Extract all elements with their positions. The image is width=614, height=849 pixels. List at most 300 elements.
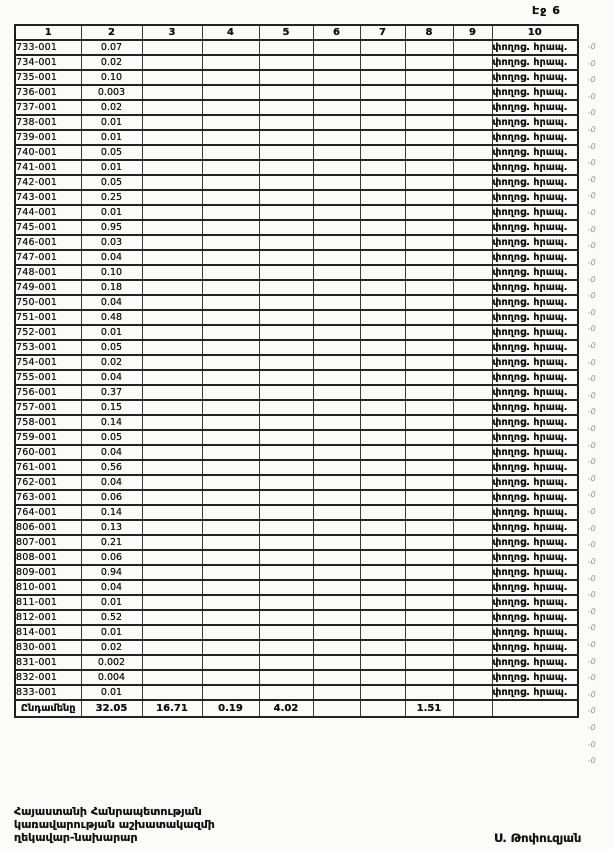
margin-mark: ֊0 <box>586 473 597 483</box>
empty-cell <box>453 175 492 190</box>
empty-cell <box>202 610 259 625</box>
empty-cell <box>259 475 313 490</box>
parcel-code: 736-001 <box>15 85 81 100</box>
margin-mark: ֊0 <box>586 756 597 766</box>
empty-cell <box>202 340 259 355</box>
empty-cell <box>453 415 492 430</box>
empty-cell <box>313 40 360 55</box>
margin-mark: ֊0 <box>586 224 597 234</box>
empty-cell <box>259 250 313 265</box>
empty-cell <box>453 445 492 460</box>
area-value: 0.04 <box>81 475 142 490</box>
empty-cell <box>259 535 313 550</box>
empty-cell <box>313 595 360 610</box>
empty-cell <box>142 40 202 55</box>
empty-cell <box>360 610 405 625</box>
empty-cell <box>259 280 313 295</box>
land-use-label: փողոց. հրապ. <box>492 235 578 250</box>
land-use-label: փողոց. հրապ. <box>492 190 578 205</box>
parcel-code: 738-001 <box>15 115 81 130</box>
empty-cell <box>453 625 492 640</box>
empty-cell <box>313 235 360 250</box>
empty-cell <box>259 385 313 400</box>
area-value: 0.10 <box>81 70 142 85</box>
empty-cell <box>202 70 259 85</box>
empty-cell <box>453 610 492 625</box>
table-row <box>15 460 578 475</box>
table-row <box>15 505 578 520</box>
table-row <box>15 490 578 505</box>
column-header-7: 7 <box>360 25 405 40</box>
margin-mark: ֊0 <box>586 507 597 517</box>
parcel-code: 762-001 <box>15 475 81 490</box>
margin-mark: ֊0 <box>586 407 597 417</box>
land-use-label: փողոց. հրապ. <box>492 70 578 85</box>
empty-cell <box>453 475 492 490</box>
empty-cell <box>453 70 492 85</box>
footer-line-3: ղեկավար-նախարար <box>14 831 138 844</box>
margin-mark: ֊0 <box>586 141 597 151</box>
area-value: 0.10 <box>81 265 142 280</box>
column-header-8: 8 <box>405 25 453 40</box>
margin-mark: ֊0 <box>586 324 597 334</box>
empty-cell <box>259 655 313 670</box>
empty-cell <box>259 625 313 640</box>
area-value: 0.95 <box>81 220 142 235</box>
empty-cell <box>453 40 492 55</box>
table-row <box>15 325 578 340</box>
column-header-1: 1 <box>15 25 81 40</box>
empty-cell <box>202 325 259 340</box>
empty-cell <box>142 520 202 535</box>
empty-cell <box>360 205 405 220</box>
table-row <box>15 445 578 460</box>
margin-mark: ֊0 <box>586 490 597 500</box>
area-value: 0.04 <box>81 250 142 265</box>
empty-cell <box>360 40 405 55</box>
land-use-label: փողոց. հրապ. <box>492 475 578 490</box>
margin-marks-column <box>587 42 613 773</box>
area-value: 0.02 <box>81 100 142 115</box>
margin-mark: ֊0 <box>586 424 597 434</box>
empty-cell <box>313 415 360 430</box>
area-value: 0.18 <box>81 280 142 295</box>
table-row <box>15 580 578 595</box>
totals-value: 32.05 <box>81 700 142 717</box>
margin-mark: ֊0 <box>586 374 597 384</box>
empty-cell <box>142 205 202 220</box>
empty-cell <box>360 175 405 190</box>
table-row <box>15 655 578 670</box>
empty-cell <box>360 445 405 460</box>
signature-name: Ս. Թոփուզյան <box>494 831 582 845</box>
margin-mark: ֊0 <box>586 390 597 400</box>
land-use-label: փողոց. հրապ. <box>492 670 578 685</box>
land-use-label: փողոց. հրապ. <box>492 205 578 220</box>
empty-cell <box>313 610 360 625</box>
parcel-code: 812-001 <box>15 610 81 625</box>
table-row <box>15 145 578 160</box>
empty-cell <box>202 565 259 580</box>
empty-cell <box>259 235 313 250</box>
empty-cell <box>142 235 202 250</box>
land-use-label: փողոց. հրապ. <box>492 625 578 640</box>
empty-cell <box>313 475 360 490</box>
empty-cell <box>453 460 492 475</box>
table-row <box>15 415 578 430</box>
empty-cell <box>259 160 313 175</box>
empty-cell <box>453 190 492 205</box>
empty-cell <box>202 115 259 130</box>
empty-cell <box>202 460 259 475</box>
table-row <box>15 355 578 370</box>
table-row <box>15 565 578 580</box>
parcel-code: 832-001 <box>15 670 81 685</box>
empty-cell <box>405 655 453 670</box>
table-row <box>15 280 578 295</box>
empty-cell <box>405 385 453 400</box>
empty-cell <box>142 130 202 145</box>
empty-cell <box>142 340 202 355</box>
empty-cell <box>313 535 360 550</box>
empty-cell <box>313 355 360 370</box>
area-value: 0.04 <box>81 580 142 595</box>
empty-cell <box>405 235 453 250</box>
land-use-label: փողոց. հրապ. <box>492 610 578 625</box>
empty-cell <box>313 85 360 100</box>
empty-cell <box>313 580 360 595</box>
empty-cell <box>405 70 453 85</box>
land-use-label: փողոց. հրապ. <box>492 505 578 520</box>
empty-cell <box>142 355 202 370</box>
table-row <box>15 370 578 385</box>
page-number-label: Էջ 6 <box>532 4 561 17</box>
empty-cell <box>360 280 405 295</box>
empty-cell <box>142 655 202 670</box>
empty-cell <box>313 70 360 85</box>
area-value: 0.01 <box>81 205 142 220</box>
empty-cell <box>405 460 453 475</box>
empty-cell <box>360 670 405 685</box>
totals-value <box>453 700 492 717</box>
land-use-label: փողոց. հրապ. <box>492 490 578 505</box>
empty-cell <box>313 520 360 535</box>
land-use-table <box>14 24 579 718</box>
table-header-row <box>15 25 578 40</box>
empty-cell <box>313 370 360 385</box>
empty-cell <box>259 145 313 160</box>
margin-mark: ֊0 <box>586 125 597 135</box>
parcel-code: 764-001 <box>15 505 81 520</box>
empty-cell <box>313 295 360 310</box>
area-value: 0.52 <box>81 610 142 625</box>
parcel-code: 734-001 <box>15 55 81 70</box>
parcel-code: 747-001 <box>15 250 81 265</box>
empty-cell <box>202 250 259 265</box>
empty-cell <box>142 505 202 520</box>
empty-cell <box>405 550 453 565</box>
empty-cell <box>360 505 405 520</box>
empty-cell <box>313 160 360 175</box>
empty-cell <box>202 685 259 700</box>
empty-cell <box>405 370 453 385</box>
empty-cell <box>259 580 313 595</box>
empty-cell <box>360 415 405 430</box>
empty-cell <box>259 550 313 565</box>
empty-cell <box>453 310 492 325</box>
table-row <box>15 385 578 400</box>
empty-cell <box>142 565 202 580</box>
empty-cell <box>142 175 202 190</box>
empty-cell <box>360 535 405 550</box>
land-use-label: փողոց. հրապ. <box>492 520 578 535</box>
margin-mark: ֊0 <box>586 191 597 201</box>
land-use-label: փողոց. հրապ. <box>492 310 578 325</box>
empty-cell <box>360 235 405 250</box>
area-value: 0.04 <box>81 445 142 460</box>
empty-cell <box>360 640 405 655</box>
empty-cell <box>453 115 492 130</box>
area-value: 0.48 <box>81 310 142 325</box>
margin-mark: ֊0 <box>586 590 597 600</box>
empty-cell <box>142 310 202 325</box>
footer-line-1: Հայաստանի Հանրապետության <box>14 805 202 818</box>
totals-row <box>15 700 578 717</box>
margin-mark: ֊0 <box>586 241 597 251</box>
empty-cell <box>405 85 453 100</box>
empty-cell <box>405 355 453 370</box>
parcel-code: 760-001 <box>15 445 81 460</box>
table-row <box>15 520 578 535</box>
margin-mark: ֊0 <box>586 42 597 51</box>
footer-block <box>14 805 215 844</box>
empty-cell <box>453 535 492 550</box>
table-row <box>15 205 578 220</box>
empty-cell <box>202 535 259 550</box>
empty-cell <box>360 580 405 595</box>
empty-cell <box>313 190 360 205</box>
margin-mark: ֊0 <box>586 639 597 649</box>
empty-cell <box>453 100 492 115</box>
empty-cell <box>259 325 313 340</box>
empty-cell <box>405 295 453 310</box>
empty-cell <box>142 445 202 460</box>
empty-cell <box>360 100 405 115</box>
empty-cell <box>259 595 313 610</box>
empty-cell <box>259 670 313 685</box>
land-use-label: փողոց. հրապ. <box>492 220 578 235</box>
totals-value <box>492 700 578 717</box>
table-row <box>15 400 578 415</box>
land-use-label: փողոց. հրապ. <box>492 175 578 190</box>
table-row <box>15 55 578 70</box>
empty-cell <box>142 625 202 640</box>
column-header-6: 6 <box>313 25 360 40</box>
empty-cell <box>360 115 405 130</box>
empty-cell <box>405 610 453 625</box>
empty-cell <box>313 310 360 325</box>
land-use-label: փողոց. հրապ. <box>492 595 578 610</box>
empty-cell <box>313 445 360 460</box>
land-use-label: փողոց. հրապ. <box>492 265 578 280</box>
parcel-code: 757-001 <box>15 400 81 415</box>
empty-cell <box>453 295 492 310</box>
empty-cell <box>202 190 259 205</box>
parcel-code: 741-001 <box>15 160 81 175</box>
table-row <box>15 535 578 550</box>
totals-value: 0.19 <box>202 700 259 717</box>
empty-cell <box>313 115 360 130</box>
land-use-label: փողոց. հրապ. <box>492 325 578 340</box>
empty-cell <box>405 55 453 70</box>
table-row <box>15 475 578 490</box>
table-row <box>15 550 578 565</box>
empty-cell <box>313 550 360 565</box>
empty-cell <box>259 310 313 325</box>
margin-mark: ֊0 <box>586 340 597 350</box>
empty-cell <box>202 175 259 190</box>
empty-cell <box>405 580 453 595</box>
empty-cell <box>453 265 492 280</box>
area-value: 0.13 <box>81 520 142 535</box>
empty-cell <box>259 505 313 520</box>
empty-cell <box>202 415 259 430</box>
empty-cell <box>405 430 453 445</box>
empty-cell <box>313 385 360 400</box>
empty-cell <box>259 460 313 475</box>
empty-cell <box>202 520 259 535</box>
empty-cell <box>202 670 259 685</box>
empty-cell <box>360 595 405 610</box>
empty-cell <box>202 355 259 370</box>
empty-cell <box>142 280 202 295</box>
area-value: 0.06 <box>81 550 142 565</box>
empty-cell <box>405 640 453 655</box>
land-use-label: փողոց. հրապ. <box>492 385 578 400</box>
empty-cell <box>202 475 259 490</box>
empty-cell <box>202 445 259 460</box>
totals-value <box>313 700 360 717</box>
land-use-label: փողոց. հրապ. <box>492 115 578 130</box>
empty-cell <box>142 400 202 415</box>
land-use-label: փողոց. հրապ. <box>492 565 578 580</box>
parcel-code: 758-001 <box>15 415 81 430</box>
empty-cell <box>405 205 453 220</box>
empty-cell <box>142 370 202 385</box>
empty-cell <box>360 325 405 340</box>
column-header-9: 9 <box>453 25 492 40</box>
margin-mark: ֊0 <box>586 91 597 101</box>
parcel-code: 811-001 <box>15 595 81 610</box>
area-value: 0.02 <box>81 355 142 370</box>
area-value: 0.05 <box>81 175 142 190</box>
area-value: 0.04 <box>81 370 142 385</box>
margin-mark: ֊0 <box>586 291 597 301</box>
land-use-label: փողոց. հրապ. <box>492 640 578 655</box>
empty-cell <box>142 145 202 160</box>
area-value: 0.14 <box>81 415 142 430</box>
empty-cell <box>259 55 313 70</box>
empty-cell <box>313 670 360 685</box>
empty-cell <box>202 100 259 115</box>
empty-cell <box>313 430 360 445</box>
empty-cell <box>202 310 259 325</box>
empty-cell <box>259 220 313 235</box>
empty-cell <box>405 340 453 355</box>
empty-cell <box>259 265 313 280</box>
empty-cell <box>202 220 259 235</box>
empty-cell <box>313 220 360 235</box>
margin-mark: ֊0 <box>586 573 597 583</box>
parcel-code: 833-001 <box>15 685 81 700</box>
parcel-code: 814-001 <box>15 625 81 640</box>
parcel-code: 733-001 <box>15 40 81 55</box>
empty-cell <box>405 475 453 490</box>
parcel-code: 806-001 <box>15 520 81 535</box>
empty-cell <box>313 460 360 475</box>
empty-cell <box>453 640 492 655</box>
empty-cell <box>313 400 360 415</box>
empty-cell <box>259 370 313 385</box>
parcel-code: 746-001 <box>15 235 81 250</box>
margin-mark: ֊0 <box>586 722 597 732</box>
empty-cell <box>313 130 360 145</box>
table-row <box>15 670 578 685</box>
empty-cell <box>202 130 259 145</box>
land-use-label: փողոց. հրապ. <box>492 55 578 70</box>
table-row <box>15 160 578 175</box>
empty-cell <box>405 145 453 160</box>
empty-cell <box>313 505 360 520</box>
empty-cell <box>453 490 492 505</box>
parcel-code: 739-001 <box>15 130 81 145</box>
parcel-code: 759-001 <box>15 430 81 445</box>
empty-cell <box>360 145 405 160</box>
empty-cell <box>142 190 202 205</box>
parcel-code: 756-001 <box>15 385 81 400</box>
margin-mark: ֊0 <box>586 689 597 699</box>
land-use-label: փողոց. հրապ. <box>492 370 578 385</box>
empty-cell <box>142 490 202 505</box>
empty-cell <box>313 640 360 655</box>
empty-cell <box>313 55 360 70</box>
empty-cell <box>405 250 453 265</box>
table-row <box>15 295 578 310</box>
empty-cell <box>142 415 202 430</box>
empty-cell <box>360 520 405 535</box>
column-header-3: 3 <box>142 25 202 40</box>
area-value: 0.01 <box>81 685 142 700</box>
area-value: 0.02 <box>81 55 142 70</box>
empty-cell <box>360 385 405 400</box>
land-use-label: փողոց. հրապ. <box>492 100 578 115</box>
land-use-label: փողոց. հրապ. <box>492 160 578 175</box>
empty-cell <box>453 580 492 595</box>
land-use-label: փողոց. հրապ. <box>492 40 578 55</box>
parcel-code: 831-001 <box>15 655 81 670</box>
empty-cell <box>453 385 492 400</box>
empty-cell <box>142 160 202 175</box>
empty-cell <box>453 595 492 610</box>
empty-cell <box>142 220 202 235</box>
empty-cell <box>453 235 492 250</box>
empty-cell <box>313 265 360 280</box>
empty-cell <box>453 130 492 145</box>
land-use-label: փողոց. հրապ. <box>492 295 578 310</box>
empty-cell <box>453 220 492 235</box>
footer-line-2: կառավարության աշխատակազմի <box>14 818 215 831</box>
empty-cell <box>202 265 259 280</box>
